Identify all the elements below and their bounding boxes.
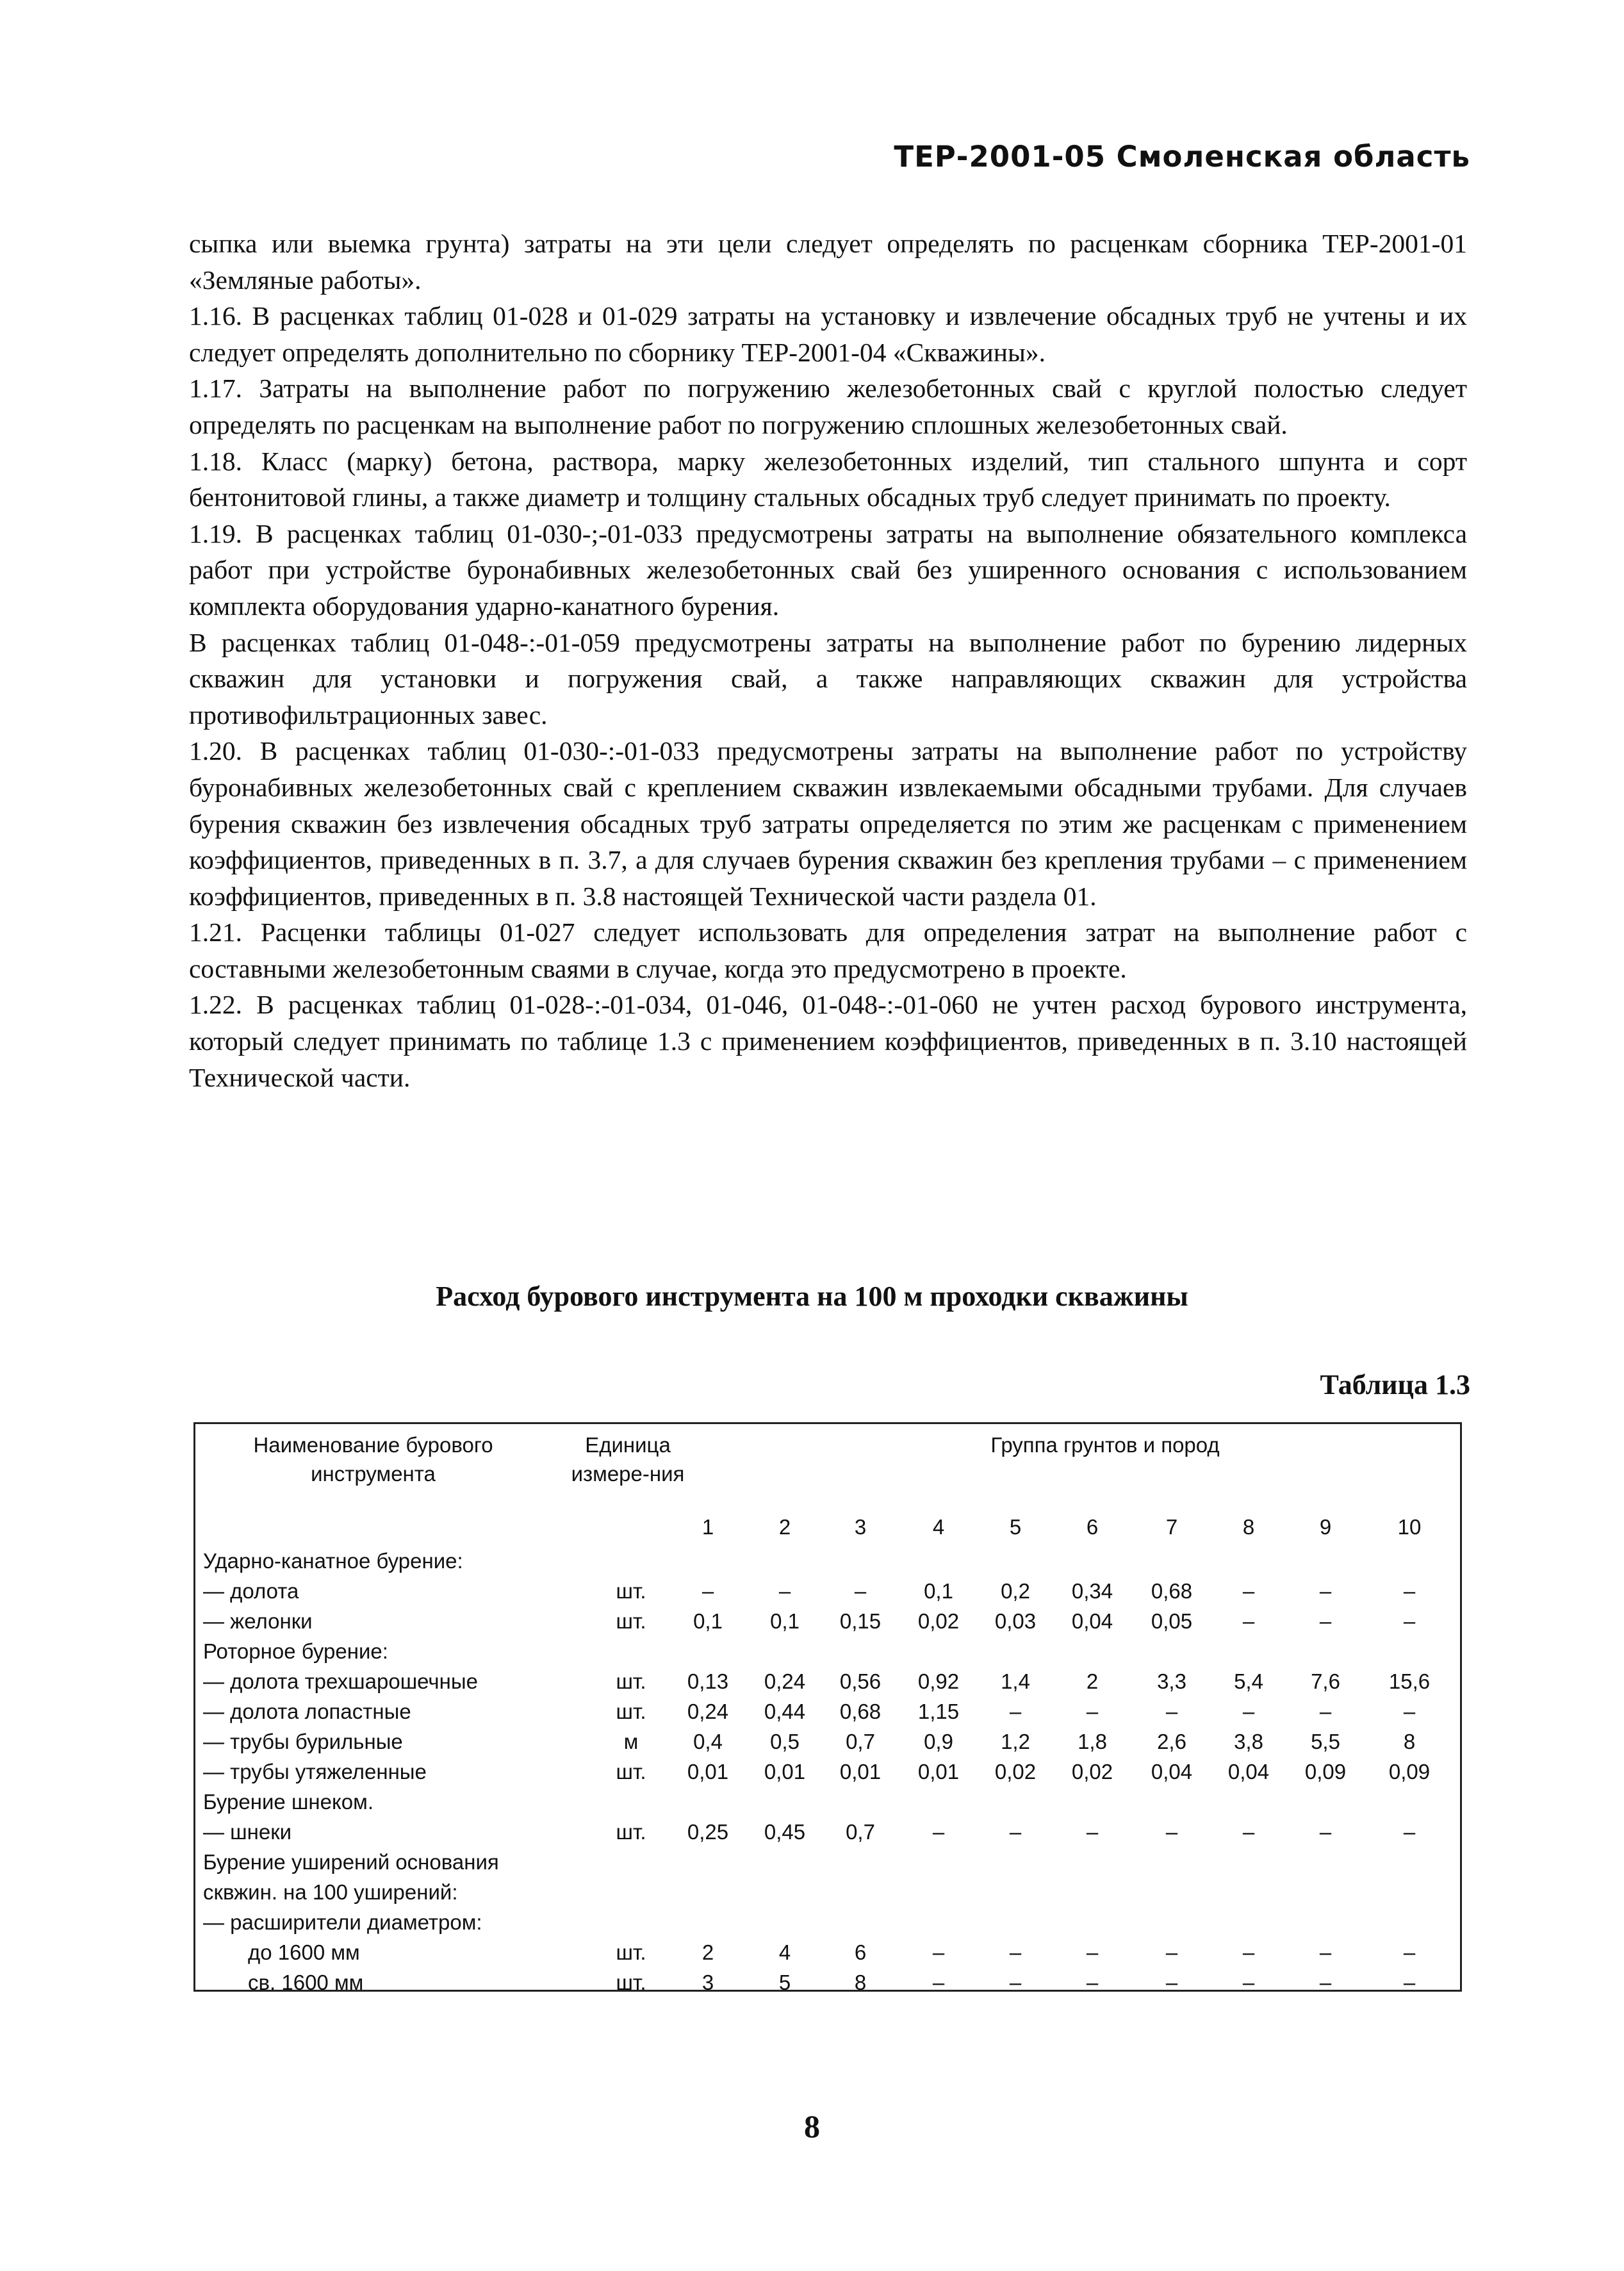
tool-name: Ударно-канатное бурение: — [203, 1549, 463, 1573]
value-cell: 0,03 — [994, 1609, 1037, 1633]
unit-cell: шт. — [616, 1609, 646, 1633]
value-cell: – — [1319, 1940, 1332, 1964]
value-cell: – — [932, 1820, 945, 1844]
unit-cell: шт. — [616, 1700, 646, 1723]
table-row — [195, 1726, 1460, 1757]
paragraph: 1.20. В расценках таблиц 01-030-:-01-033 предусмотрены затраты на выполнение работ по устройству буронабивных железобетонных свай с креплением скважин извлекаемыми обсадными трубами. Для случаев бурения скважин без извлечения обсадных труб затраты определяется по этим же расценкам с применением коэффициентов, приведенных в п. 3.7, а для случаев бурения скважин без крепления трубами – с применением коэффициентов, приведенных в п. 3.8 настоящей Технической части раздела 01. — [189, 736, 1467, 911]
value-cell: 4 — [778, 1940, 791, 1964]
table-row — [195, 1967, 1460, 1997]
value-cell: – — [1165, 1700, 1178, 1723]
value-cell: 3,8 — [1234, 1730, 1263, 1753]
value-cell: 0,1 — [924, 1579, 953, 1603]
value-cell: – — [1165, 1820, 1178, 1844]
unit-cell: шт. — [616, 1579, 646, 1603]
value-cell: 8 — [854, 1971, 867, 1994]
value-cell: – — [1086, 1700, 1099, 1723]
table-row — [195, 1877, 1460, 1907]
value-cell: 0,68 — [839, 1700, 882, 1723]
table-row — [195, 1757, 1460, 1787]
value-cell: 1,8 — [1078, 1730, 1107, 1753]
group-number: 1 — [701, 1515, 714, 1539]
paragraph: 1.16. В расценках таблиц 01-028 и 01-029 затраты на установку и извлечение обсадных труб не учтены и их следует определять дополнительно по сборнику ТЕР-2001-04 «Скважины». — [189, 301, 1467, 367]
value-cell: – — [1009, 1820, 1022, 1844]
value-cell: – — [1086, 1820, 1099, 1844]
unit-cell: м — [623, 1730, 639, 1753]
table-row — [195, 1787, 1460, 1817]
tool-name: — трубы утяжеленные — [203, 1760, 427, 1783]
value-cell: 0,4 — [693, 1730, 723, 1753]
table-row — [195, 1696, 1460, 1726]
value-cell: – — [1319, 1609, 1332, 1633]
value-cell: – — [1242, 1579, 1255, 1603]
value-cell: 0,44 — [764, 1700, 806, 1723]
value-cell: 0,24 — [764, 1669, 806, 1693]
value-cell: – — [1319, 1579, 1332, 1603]
value-cell: 0,04 — [1071, 1609, 1113, 1633]
value-cell: – — [778, 1579, 791, 1603]
group-number: 10 — [1397, 1515, 1422, 1539]
value-cell: 0,15 — [839, 1609, 882, 1633]
value-cell: – — [1403, 1609, 1416, 1633]
value-cell: 0,01 — [917, 1760, 960, 1783]
value-cell: 0,34 — [1071, 1579, 1113, 1603]
value-cell: 0,01 — [839, 1760, 882, 1783]
paragraph: В расценках таблиц 01-048-:-01-059 предусмотрены затраты на выполнение работ по бурению лидерных скважин для установки и погружения свай, а также направляющих скважин для устройства противофильтрационных завес. — [189, 627, 1467, 730]
tool-name: — шнеки — [203, 1820, 292, 1844]
group-number: 6 — [1086, 1515, 1099, 1539]
value-cell: 0,13 — [687, 1669, 729, 1693]
value-cell: 3 — [701, 1971, 714, 1994]
tool-name: св. 1600 мм — [248, 1971, 364, 1994]
value-cell: – — [1319, 1700, 1332, 1723]
body-text — [189, 225, 1467, 1095]
table-row — [195, 1817, 1460, 1847]
value-cell: 2,6 — [1157, 1730, 1186, 1753]
column-header-soil-group: Группа грунтов и пород — [990, 1433, 1220, 1457]
value-cell: 0,02 — [994, 1760, 1037, 1783]
value-cell: 0,92 — [917, 1669, 960, 1693]
value-cell: 5,4 — [1234, 1669, 1263, 1693]
table-row — [195, 1546, 1460, 1576]
value-cell: – — [1009, 1700, 1022, 1723]
table-row — [195, 1606, 1460, 1636]
value-cell: – — [932, 1940, 945, 1964]
value-cell: 0,56 — [839, 1669, 882, 1693]
value-cell: 0,24 — [687, 1700, 729, 1723]
tool-name: Роторное бурение: — [203, 1639, 388, 1663]
value-cell: 1,4 — [1001, 1669, 1030, 1693]
value-cell: 0,04 — [1227, 1760, 1270, 1783]
value-cell: – — [1242, 1940, 1255, 1964]
tool-name: до 1600 мм — [248, 1940, 360, 1964]
value-cell: 8 — [1403, 1730, 1416, 1753]
value-cell: 2 — [701, 1940, 714, 1964]
unit-cell: шт. — [616, 1669, 646, 1693]
tool-name: сквжин. на 100 уширений: — [203, 1880, 458, 1904]
value-cell: 0,04 — [1151, 1760, 1193, 1783]
value-cell: 1,2 — [1001, 1730, 1030, 1753]
value-cell: 0,1 — [770, 1609, 800, 1633]
table-row — [195, 1907, 1460, 1937]
value-cell: – — [854, 1579, 867, 1603]
value-cell: – — [932, 1971, 945, 1994]
value-cell: – — [1165, 1971, 1178, 1994]
table-row — [195, 1937, 1460, 1967]
group-number-row — [195, 1512, 1460, 1542]
value-cell: – — [1242, 1609, 1255, 1633]
value-cell: 5 — [778, 1971, 791, 1994]
group-number: 9 — [1319, 1515, 1332, 1539]
value-cell: – — [1319, 1820, 1332, 1844]
value-cell: 2 — [1086, 1669, 1099, 1693]
value-cell: 0,2 — [1001, 1579, 1030, 1603]
value-cell: 0,05 — [1151, 1609, 1193, 1633]
paragraph: 1.17. Затраты на выполнение работ по погружению железобетонных свай с круглой полостью следует определять по расценкам на выполнение работ по погружению сплошных железобетонных свай. — [189, 373, 1467, 439]
tool-name: — долота трехшарошечные — [203, 1669, 478, 1693]
group-number: 8 — [1242, 1515, 1255, 1539]
tool-name: — долота — [203, 1579, 299, 1603]
paragraph: 1.19. В расценках таблиц 01-030-;-01-033 предусмотрены затраты на выполнение обязательного комплекса работ при устройстве буронабивных железобетонных свай без уширенного основания с использованием комплекта оборудования ударно-канатного бурения. — [189, 518, 1467, 621]
tool-name: — желонки — [203, 1609, 313, 1633]
table-label: Таблица 1.3 — [1320, 1369, 1470, 1400]
value-cell: 0,25 — [687, 1820, 729, 1844]
value-cell: 0,1 — [693, 1609, 723, 1633]
group-number: 4 — [932, 1515, 945, 1539]
paragraph: 1.18. Класс (марку) бетона, раствора, марку железобетонных изделий, тип стального шпунта и сорт бентонитовой глины, а также диаметр и толщину стальных обсадных труб следует принимать по проекту. — [189, 446, 1467, 512]
unit-cell: шт. — [616, 1760, 646, 1783]
value-cell: – — [1403, 1820, 1416, 1844]
tool-name: Бурение шнеком. — [203, 1790, 374, 1814]
drilling-tools-table — [193, 1422, 1462, 1992]
value-cell: 0,02 — [1071, 1760, 1113, 1783]
group-number: 2 — [778, 1515, 791, 1539]
table-row — [195, 1636, 1460, 1666]
value-cell: 0,09 — [1304, 1760, 1347, 1783]
value-cell: 1,15 — [917, 1700, 960, 1723]
value-cell: 5,5 — [1311, 1730, 1340, 1753]
column-header-unit: Единица измере-ния — [571, 1433, 685, 1486]
group-number: 5 — [1009, 1515, 1022, 1539]
value-cell: 7,6 — [1311, 1669, 1340, 1693]
value-cell: – — [1242, 1700, 1255, 1723]
value-cell: 0,9 — [924, 1730, 953, 1753]
value-cell: – — [1086, 1971, 1099, 1994]
unit-cell: шт. — [616, 1940, 646, 1964]
value-cell: – — [1242, 1820, 1255, 1844]
value-cell: – — [1165, 1940, 1178, 1964]
paragraph: сыпка или выемка грунта) затраты на эти цели следует определять по расценкам сборника ТЕР-2001-01 «Земляные работы». — [189, 229, 1467, 295]
value-cell: – — [1403, 1971, 1416, 1994]
value-cell: 0,01 — [687, 1760, 729, 1783]
running-title: ТЕР-2001-05 Смоленская область — [894, 140, 1470, 174]
value-cell: – — [1009, 1971, 1022, 1994]
value-cell: – — [1403, 1940, 1416, 1964]
value-cell: 6 — [854, 1940, 867, 1964]
page-number: 8 — [804, 2108, 820, 2144]
value-cell: – — [1403, 1700, 1416, 1723]
value-cell: 0,7 — [846, 1730, 875, 1753]
paragraph: 1.21. Расценки таблицы 01-027 следует использовать для определения затрат на выполнение работ с составными железобетонным сваями в случае, когда это предусмотрено в проекте. — [189, 917, 1467, 983]
value-cell: 3,3 — [1157, 1669, 1186, 1693]
table-row — [195, 1576, 1460, 1606]
value-cell: 0,7 — [846, 1820, 875, 1844]
value-cell: 0,5 — [770, 1730, 800, 1753]
unit-cell: шт. — [616, 1971, 646, 1994]
tool-name: — расширители диаметром: — [203, 1910, 482, 1934]
value-cell: 15,6 — [1388, 1669, 1431, 1693]
table-title: Расход бурового инструмента на 100 м проходки скважины — [436, 1281, 1188, 1312]
paragraph: 1.22. В расценках таблиц 01-028-:-01-034, 01-046, 01-048-:-01-060 не учтен расход бурового инструмента, который следует принимать по таблице 1.3 с применением коэффициентов, приведенных в п. 3.10 настоящей Технической части. — [189, 990, 1467, 1092]
value-cell: – — [1319, 1971, 1332, 1994]
column-header-name: Наименование бурового инструмента — [253, 1433, 493, 1486]
table-row — [195, 1847, 1460, 1877]
tool-name: Бурение уширений основания — [203, 1850, 499, 1874]
value-cell: 0,09 — [1388, 1760, 1431, 1783]
group-number: 7 — [1165, 1515, 1178, 1539]
unit-cell: шт. — [616, 1820, 646, 1844]
value-cell: 0,68 — [1151, 1579, 1193, 1603]
tool-name: — трубы бурильные — [203, 1730, 403, 1753]
value-cell: – — [1403, 1579, 1416, 1603]
group-number: 3 — [854, 1515, 867, 1539]
value-cell: – — [1086, 1940, 1099, 1964]
value-cell: – — [1009, 1940, 1022, 1964]
value-cell: – — [1242, 1971, 1255, 1994]
value-cell: – — [701, 1579, 714, 1603]
tool-name: — долота лопастные — [203, 1700, 411, 1723]
value-cell: 0,02 — [917, 1609, 960, 1633]
value-cell: 0,45 — [764, 1820, 806, 1844]
table-row — [195, 1666, 1460, 1696]
value-cell: 0,01 — [764, 1760, 806, 1783]
